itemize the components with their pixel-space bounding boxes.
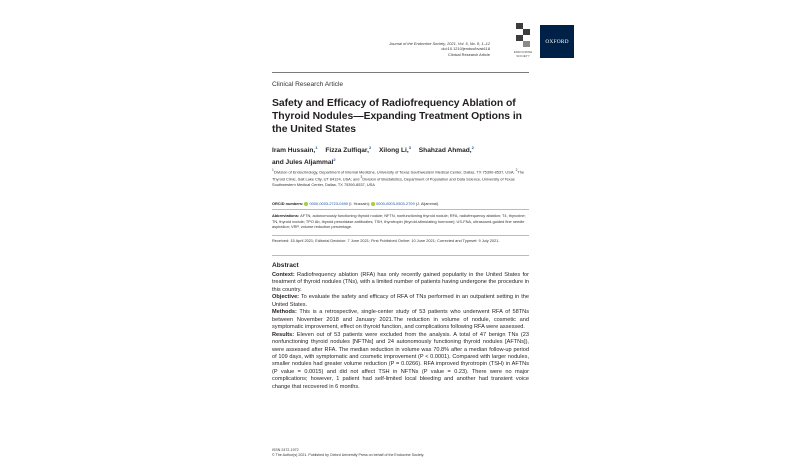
abbreviations — [272, 213, 529, 230]
journal-section: Clinical Research Article — [448, 51, 490, 57]
article-title: Safety and Efficacy of Radiofrequency Ablation of Thyroid Nodules—Expanding Treatment Options in the United States — [272, 98, 522, 135]
copyright: © The Author(s) 2021. Published by Oxford University Press on behalf of the Endocrine Society. — [272, 453, 425, 458]
abstract-heading: Abstract — [272, 262, 299, 269]
endocrine-society-line2: SOCIETY — [516, 53, 530, 58]
author: and Jules Aljammal$^2$ — [272, 157, 336, 167]
article-history: Received: 15 April 2021; Editorial Decision: 7 June 2021; First Published Online: 10 June 2021; Corrected and Typeset: 9 July 2021. — [272, 238, 500, 243]
issn: ISSN 2472-1972 — [272, 448, 299, 452]
oxford-logo — [540, 25, 574, 58]
endocrine-society-logo — [512, 23, 534, 58]
author: Xilong Li,$^3$ — [379, 145, 411, 155]
affiliations: $^1$Division of Endocrinology, Department of Internal Medicine, University of Texas Southwestern Medical Center, Dallas, TX 75390-8537, USA; $^2$The Thyroid Clinic, Salt Lake City, UT 84124, USA; and $^3$Division of Biostatistics, Department of Population and Data Science, University of Texas Southwestern Medical Center, Dallas, TX 75390-8537, USA — [272, 168, 525, 187]
abstract-objective: Objective: To evaluate the safety and efficacy of RFA of TNs performed in an outpatient setting in the United States. — [272, 294, 529, 308]
author: Iram Hussain,$^1$ — [272, 145, 318, 155]
author: Shahzad Ahmad,$^2$ — [418, 145, 474, 155]
orcid-divider — [272, 209, 529, 210]
abstract-body — [272, 272, 529, 391]
affiliation-marker[interactable]: 1 — [315, 145, 318, 150]
journal-doi: doi:10.1210/jendso/bvab118 — [441, 46, 490, 52]
author: Fizza Zulfiqar,$^2$ — [325, 145, 372, 155]
abbreviations-text: AFTN, autonomously functioning thyroid nodule; NFTN, nonfunctioning thyroid nodule; RFA, radiofrequency ablation; T4, thyroxine; TN, thyroid nodule; TPO Ab, thyroid peroxidase antibodies; TSH, thyrotropin (thyroid-stimulating hormone); US-FNA, ultrasound-guided fine needle aspiration; VRP, volume reduction percentage. — [272, 213, 526, 230]
history-divider — [272, 255, 529, 256]
affiliation-marker[interactable]: 3 — [408, 145, 411, 150]
article-type: Clinical Research Article — [272, 81, 344, 88]
journal-header — [330, 41, 490, 57]
abbreviations-label: Abbreviations: — [272, 213, 300, 218]
endocrine-society-line1: ENDOCRINE — [513, 50, 533, 54]
orcid-icon — [304, 202, 308, 206]
orcid-line: ORCiD numbers: 0000-0003-2723-0490 (I. Hussain); 0000-0003-0503-2709 (J. Aljammal). — [272, 201, 440, 206]
header-divider — [272, 72, 529, 73]
journal-citation: Journal of the Endocrine Society, 2021, Vol. 5, No. 8, 1–12 — [389, 41, 490, 46]
endocrine-society-icon — [512, 23, 532, 49]
affiliation-marker[interactable]: 2 — [368, 145, 372, 150]
orcid-link-2[interactable]: 0000-0003-0503-2709 — [376, 201, 415, 206]
author-list — [272, 143, 529, 167]
abstract-methods: Methods: This is a retrospective, single-center study of 53 patients who underwent RFA of 58TNs between November 2018 and January 2021.The reduction in volume of nodule, cosmetic and symptomatic improvement, effect on thyroid function, and complications following RFA were assessed. — [272, 309, 530, 331]
orcid-link-1[interactable]: 0000-0003-2723-0490 — [309, 201, 348, 206]
affiliation-marker[interactable]: 2 — [333, 157, 336, 163]
orcid-label: ORCiD numbers: — [272, 201, 304, 206]
orcid-icon — [371, 202, 375, 206]
abstract-results: Results: Eleven out of 53 patients were excluded from the analysis. A total of 47 benign TNs (23 nonfunctioning thyroid nodules [NFTNs] and 24 autonomously functioning thyroid nodules [AFTNs]), were assessed after RFA. The median reduction in volume was 70.8% after a median follow-up period of 109 days, with symptomatic and cosmetic improvement (P < 0.0001). Compared with larger nodules, smaller nodules had greater volume reduction (P = 0.0266). RFA improved thyrotropin (TSH) in AFTNs (P value = 0.0015) and did not affect TSH in NFTNs (P value = 0.23). There were no major complications; however, 1 patient had self-limited local bleeding and another had transient voice change that recovered in 6 months. — [272, 331, 529, 390]
abstract-context: Context: Radiofrequency ablation (RFA) has only recently gained popularity in the United States for treatment of thyroid nodules (TNs), with a limited number of patients having undergone the procedure in this country. — [272, 272, 529, 293]
affiliation-marker[interactable]: 2 — [471, 145, 474, 150]
oxford-logo-text: OXFORD — [545, 38, 569, 45]
abbreviations-divider — [272, 235, 529, 236]
page-footer — [272, 448, 529, 458]
